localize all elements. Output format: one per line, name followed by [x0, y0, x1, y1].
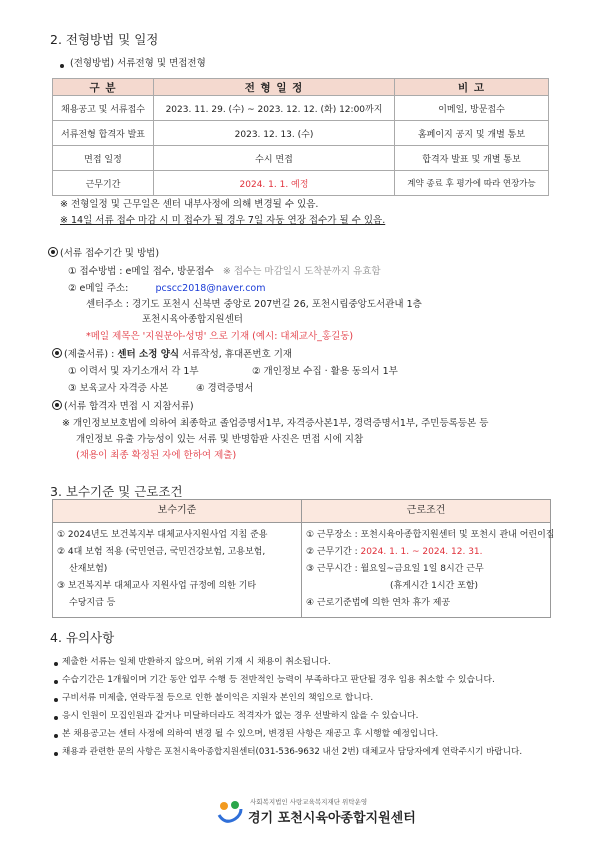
list-item: 제출한 서류는 일체 반환하지 않으며, 허위 기재 시 채용이 취소됩니다.	[62, 657, 331, 667]
bullet-circle-icon	[52, 348, 62, 358]
docs-bold: 센터 소정 양식	[117, 349, 180, 360]
table-header: 구 분	[53, 79, 154, 96]
table-header: 전 형 일 정	[154, 79, 395, 96]
table-row	[53, 96, 549, 121]
pass-note-1: ※ 개인정보보호법에 의하여 최종학교 졸업증명서1부, 자격증사본1부, 경력증명서1부, 주민등록등본 등	[62, 418, 489, 429]
doc-resume: ① 이력서 및 자기소개서 각 1부	[68, 366, 199, 377]
email-link[interactable]: pcscc2018@naver.com	[155, 283, 266, 294]
note-schedule-change: ※ 전형일정 및 근무일은 센터 내부사정에 의해 변경될 수 있음.	[60, 199, 319, 210]
table-cell: 채용공고 및 서류접수	[53, 96, 154, 121]
bullet-icon	[54, 752, 58, 756]
section-title-schedule: 2. 전형방법 및 일정	[50, 32, 159, 47]
table-cell: 이메일, 방문접수	[395, 96, 549, 121]
section-title-pay: 3. 보수기준 및 근로조건	[50, 484, 183, 499]
work-period	[306, 545, 483, 559]
table-cell: 홈페이지 공지 및 개별 통보	[395, 121, 549, 146]
pass-heading	[52, 400, 194, 414]
work-hours: ③ 근무시간 : 월요일~금요일 1일 8시간 근무	[306, 564, 484, 574]
org-logo-icon	[215, 797, 245, 827]
work-period-label: ② 근무기간 :	[306, 547, 361, 557]
table-row	[53, 121, 549, 146]
table-cell: 면접 일정	[53, 146, 154, 171]
docs-line	[52, 348, 292, 362]
annual-leave: ④ 근로기준법에 의한 연차 휴가 제공	[306, 598, 451, 608]
list-item: 구비서류 미제출, 연락두절 등으로 인한 불이익은 지원자 본인의 책임으로 합니다.	[62, 693, 374, 703]
table-header: 보수기준	[53, 500, 302, 522]
doc-consent: ② 개인정보 수집 · 활용 동의서 1부	[252, 366, 398, 377]
selection-method: (전형방법) 서류전형 및 면접전형	[70, 58, 206, 69]
apply-heading	[48, 247, 159, 261]
doc-career: ④ 경력증명서	[196, 383, 254, 394]
operator-note: 사회복지법인 사랑교육복지재단 위탁운영	[250, 798, 368, 806]
list-item: 본 채용공고는 센터 사정에 의하여 변경 될 수 있으며, 변경된 사항은 재공고 후 시행할 예정입니다.	[62, 729, 439, 739]
table-body	[53, 523, 555, 617]
pass-note-3: (채용이 최종 확정된 자에 한하여 제출)	[76, 450, 237, 461]
center-name: 포천시육아종합지원센터	[142, 314, 243, 325]
pay-conditions-table	[52, 499, 555, 618]
list-item: 채용과 관련한 문의 사항은 포천시육아종합지원센터(031-536-9632 내선 2번) 대체교사 담당자에게 연락주시기 바랍니다.	[62, 747, 523, 757]
apply-method: ① 접수방법 : e메일 접수, 방문접수	[68, 266, 214, 277]
apply-method-line	[68, 265, 381, 279]
table-cell: 계약 종료 후 평가에 따라 연장가능	[395, 171, 549, 196]
pay-item: ② 4대 보험 적용 (국민연금, 국민건강보험, 고용보험,	[57, 547, 266, 557]
docs-prefix: (제출서류) :	[64, 349, 118, 360]
pass-note-2: 개인정보 유출 가능성이 있는 서류 및 반명함판 사진은 면접 시에 지참	[76, 434, 364, 445]
schedule-table	[52, 78, 549, 196]
pay-standard-column	[53, 523, 302, 617]
bullet-icon	[54, 698, 58, 702]
pay-item: 수당지급 등	[69, 598, 116, 608]
bullet-circle-icon	[52, 400, 62, 410]
center-logo-name: 경기 포천시육아종합지원센터	[248, 811, 416, 826]
bullet-icon	[54, 716, 58, 720]
table-row	[53, 146, 549, 171]
table-cell: 2023. 11. 29. (수) ~ 2023. 12. 12. (화) 12:00까지	[154, 96, 395, 121]
pay-item: ③ 보건복지부 대체교사 지원사업 규정에 의한 기타	[57, 581, 257, 591]
pass-title: (서류 합격자 면접 시 지참서류)	[64, 401, 194, 412]
table-header: 근로조건	[406, 505, 446, 516]
pay-item: ① 2024년도 보건복지부 대체교사지원사업 지침 준용	[57, 530, 268, 540]
note-auto-extension: ※ 14일 서류 접수 마감 시 미 접수가 될 경우 7일 자동 연장 접수가 될 수 있음.	[60, 215, 386, 226]
work-period-value: 2024. 1. 1. ~ 2024. 12. 31.	[360, 547, 483, 557]
table-cell: 근무기간	[53, 171, 154, 196]
bullet-icon	[60, 64, 64, 68]
email-label: ② e메일 주소:	[68, 283, 129, 294]
doc-license: ③ 보육교사 자격증 사본	[68, 383, 169, 394]
table-header-row	[53, 79, 549, 96]
center-address: 센터주소 : 경기도 포천시 신북면 중앙로 207번길 26, 포천시립중앙도서관내 1층	[86, 299, 422, 310]
list-item: 응시 인원이 모집인원과 같거나 미달하더라도 적격자가 없는 경우 선발하지 않을 수 있습니다.	[62, 711, 419, 721]
email-line	[68, 282, 265, 296]
bullet-icon	[54, 734, 58, 738]
table-cell: 2023. 12. 13. (수)	[154, 121, 395, 146]
table-cell: 수시 면접	[154, 146, 395, 171]
table-cell: 서류전형 합격자 발표	[53, 121, 154, 146]
section-title-notes: 4. 유의사항	[50, 630, 115, 645]
table-header: 비 고	[395, 79, 549, 96]
pay-item: 산재보험)	[69, 564, 108, 574]
table-header-row	[53, 500, 550, 523]
table-cell: 합격자 발표 및 개별 통보	[395, 146, 549, 171]
work-place: ① 근무장소 : 포천시육아종합지원센터 및 포천시 관내 어린이집	[306, 530, 555, 540]
bullet-circle-icon	[48, 247, 58, 257]
table-cell: 2024. 1. 1. 예정	[154, 171, 395, 196]
docs-suffix: 서류작성, 휴대폰번호 기재	[179, 349, 293, 360]
apply-method-note: ※ 접수는 마감일시 도착분까지 유효함	[222, 266, 381, 277]
bullet-icon	[54, 662, 58, 666]
bullet-icon	[54, 680, 58, 684]
table-row	[53, 171, 549, 196]
break-time: (휴게시간 1시간 포함)	[390, 581, 479, 591]
mail-subject-note: *메일 제목은 '지원분야-성명' 으로 기재 (예시: 대체교사_홍길동)	[86, 331, 354, 342]
list-item: 수습기간은 1개월이며 기간 동안 업무 수행 등 전반적인 능력이 부족하다고 판단될 경우 임용 취소할 수 있습니다.	[62, 675, 495, 685]
apply-title: (서류 접수기간 및 방법)	[60, 248, 160, 259]
work-conditions-column	[302, 523, 555, 617]
